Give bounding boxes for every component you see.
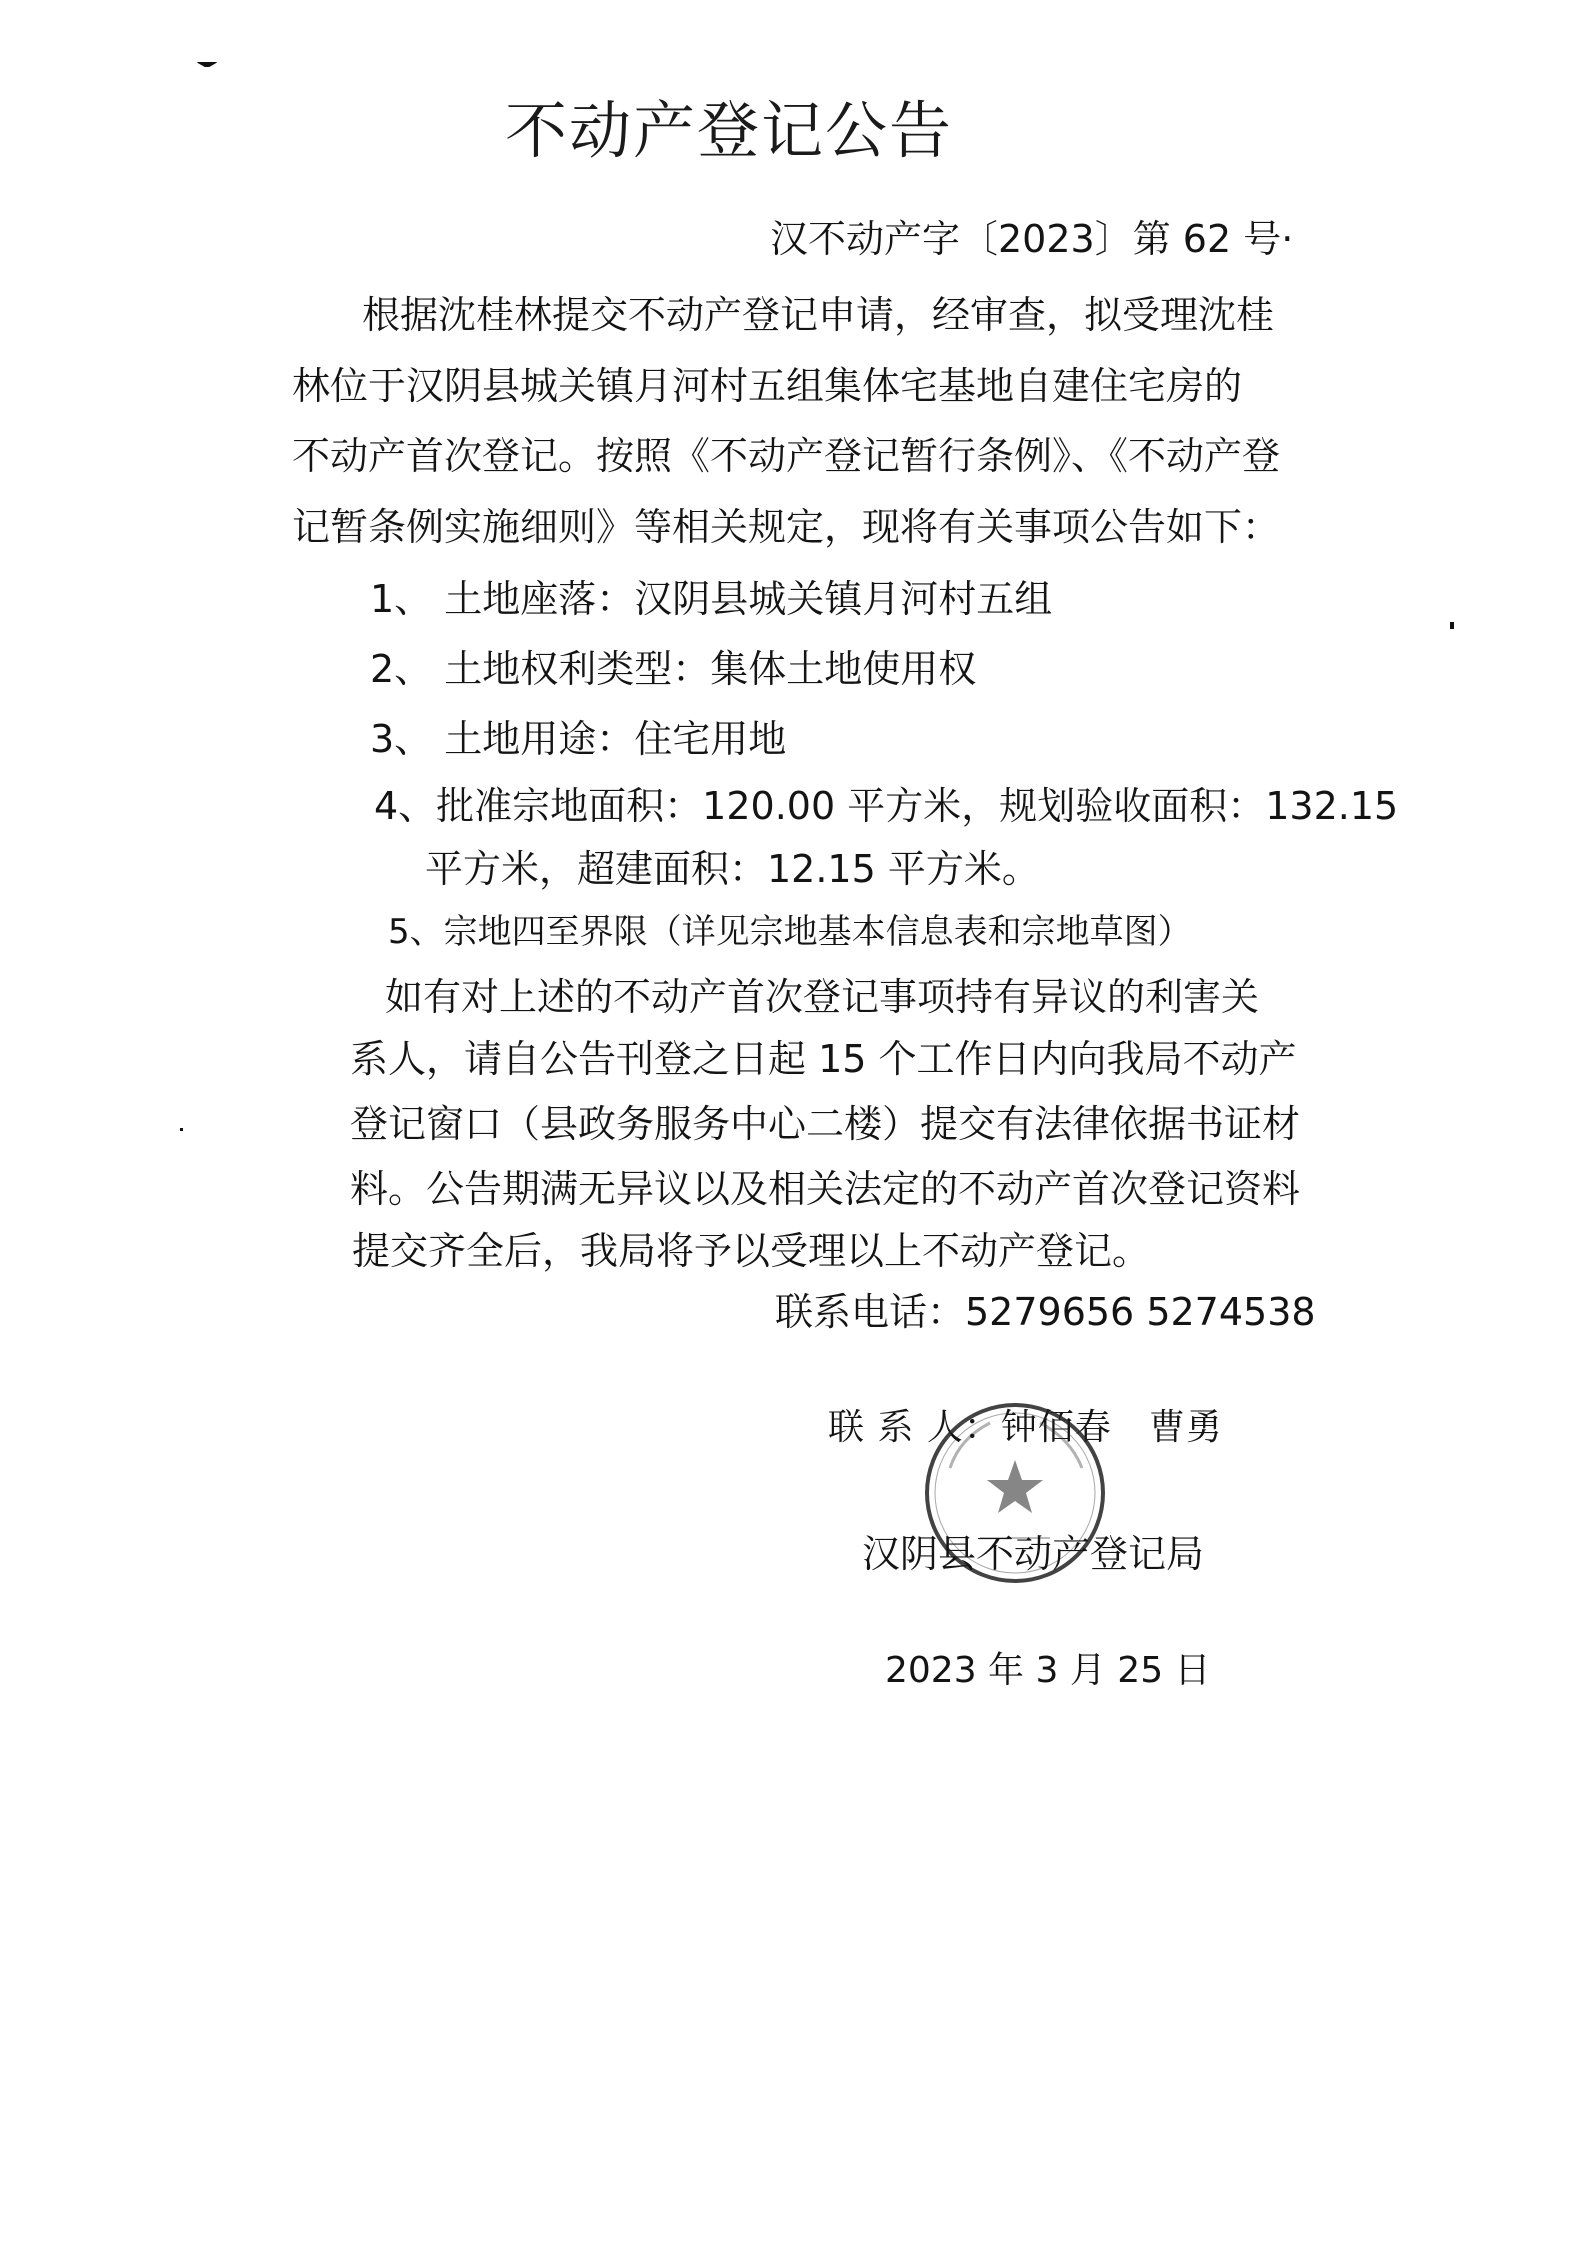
document-number: 汉不动产字〔2023〕第 62 号· — [770, 217, 1294, 261]
notice-item: 5、宗地四至界限（详见宗地基本信息表和宗地草图） — [388, 912, 1192, 952]
objection-line: 料。公告期满无异议以及相关法定的不动产首次登记资料 — [350, 1167, 1301, 1211]
body-line: 不动产首次登记。按照《不动产登记暂行条例》、《不动产登 — [292, 434, 1281, 478]
contact-persons: 联 系 人：钟佰春 曹勇 — [828, 1407, 1223, 1448]
notice-item-continued: 平方米，超建面积：12.15 平方米。 — [425, 847, 1040, 891]
notice-item: 2、 土地权利类型：集体土地使用权 — [370, 647, 977, 691]
body-line: 根据沈桂林提交不动产登记申请，经审查，拟受理沈桂 — [362, 293, 1275, 337]
contact-phone: 联系电话：5279656 5274538 — [775, 1290, 1316, 1334]
body-line: 林位于汉阴县城关镇月河村五组集体宅基地自建住宅房的 — [292, 364, 1243, 408]
notice-item: 1、 土地座落：汉阴县城关镇月河村五组 — [370, 577, 1053, 621]
objection-line: 如有对上述的不动产首次登记事项持有异议的利害关 — [385, 975, 1260, 1019]
issue-date: 2023 年 3 月 25 日 — [885, 1650, 1211, 1691]
issuing-agency: 汉阴县不动产登记局 — [862, 1532, 1205, 1576]
scan-mark — [196, 62, 218, 67]
notice-item: 3、 土地用途：住宅用地 — [370, 717, 787, 761]
document-title: 不动产登记公告 — [505, 94, 954, 167]
objection-line: 系人，请自公告刊登之日起 15 个工作日内向我局不动产 — [350, 1037, 1297, 1081]
objection-line: 登记窗口（县政务服务中心二楼）提交有法律依据书证材 — [350, 1102, 1301, 1146]
body-line: 记暂条例实施细则》等相关规定，现将有关事项公告如下： — [292, 505, 1281, 549]
scan-speck — [1450, 622, 1454, 629]
notice-item: 4、批准宗地面积：120.00 平方米，规划验收面积：132.15 — [374, 784, 1399, 828]
scan-speck — [180, 1128, 183, 1131]
objection-line: 提交齐全后，我局将予以受理以上不动产登记。 — [352, 1229, 1151, 1273]
